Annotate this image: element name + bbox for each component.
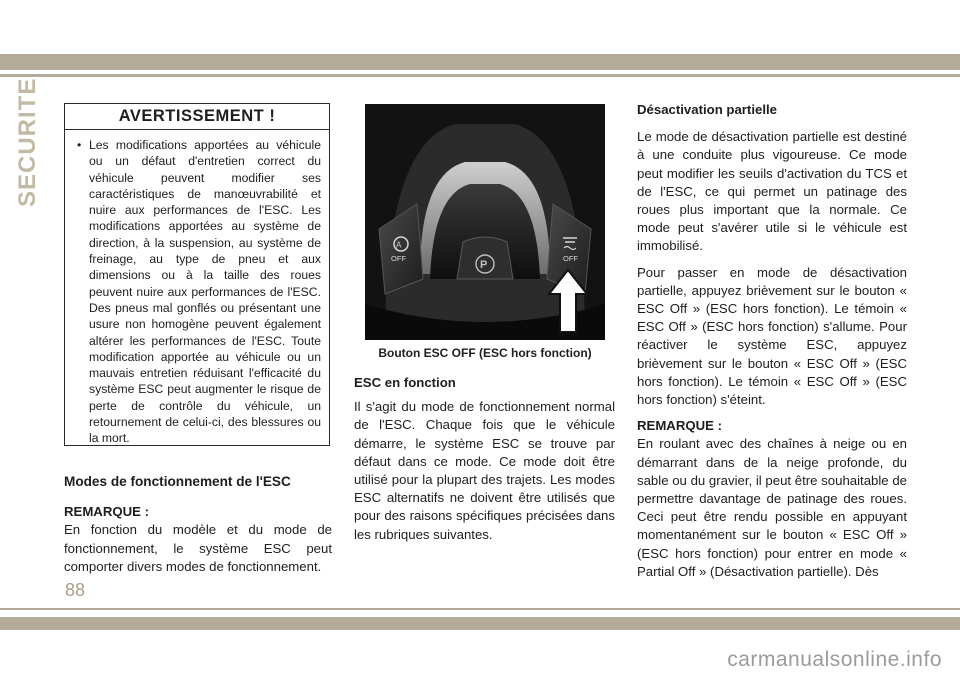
watermark: carmanualsonline.info [727, 648, 942, 671]
modes-heading: Modes de fonctionnement de l'ESC [64, 474, 291, 489]
note-label: REMARQUE : [64, 504, 149, 520]
partial-off-heading: Désactivation partielle [637, 102, 777, 117]
warning-body [65, 130, 329, 447]
header-band [0, 0, 960, 54]
esc-button-photo [365, 104, 605, 340]
middle-column [354, 374, 615, 544]
footer-rule [0, 608, 960, 610]
page-number: 88 [65, 580, 86, 600]
warning-title: AVERTISSEMENT ! [65, 104, 329, 130]
figure-caption: Bouton ESC OFF (ESC hors fonction) [378, 346, 592, 360]
console-illustration [365, 104, 605, 340]
warning-box [64, 103, 330, 446]
svg-text:P: P [480, 259, 488, 271]
partial-off-p2: Pour passer en mode de désactivation partielle, appuyez brièvement sur le bouton « ESC Off » (ESC hors fonction). Le témoin « ESC Off » (ESC hors fonction) s'allume. Pour réactiver le système ESC, appuyez brièvement sur le bouton « ESC Off » (ESC hors fonction). Le témoin « ESC Off » (ESC hors fonction) s'éteint. [637, 264, 907, 408]
header-rule [0, 74, 960, 77]
section-label: SECURITE [14, 77, 41, 207]
footer-bar [0, 617, 960, 630]
svg-text:A: A [396, 240, 402, 250]
warning-item [77, 137, 321, 447]
note-text: En fonction du modèle et du mode de fonctionnement, le système ESC peut comporter divers modes de fonctionnement. [64, 522, 332, 574]
esc-on-heading: ESC en fonction [354, 375, 456, 390]
warning-item-text: Les modifications apportées au véhicule ou un défaut d'entretien correct du véhicule peuvent modifier ses caractéristiques de manœuvrabilité et nuire aux performances de l'ESC. Les modifications apportées au système de direction, à la suspension, au système de freinage, au type de pneu et aux dimensions ou à la taille des roues peuvent nuire aux performances de l'ESC. Des pneus mal gonflés ou présentant une usure non homogène peuvent également altérer les performances de l'ESC. Toute modification apportée au véhicule ou un mauvais entretien réduisant l'efficacité du système ESC peut augmenter le risque de perte de contrôle du véhicule, un retournement de celui-ci, des blessures ou la mort. [89, 138, 321, 446]
left-button-label: OFF [391, 254, 406, 263]
note-text-right: En roulant avec des chaînes à neige ou en démarrant dans de la neige profonde, du sable ou du gravier, il peut être souhaitable de permettre davantage de patinage des roues. Ceci peut être rendu possible en appuyant momentanément sur le bouton « ESC Off » (ESC hors fonction) pour entrer en mode « Partial Off » (Désactivation partielle). Dès [637, 436, 907, 579]
right-button-label: OFF [563, 254, 578, 263]
header-bar [0, 54, 960, 70]
esc-on-text: Il s'agit du mode de fonctionnement normal de l'ESC. Chaque fois que le véhicule démarre, le système ESC se trouve par défaut dans ce mode. Ce mode doit être utilisé pour la plupart des trajets. Les modes ESC alternatifs ne doivent être utilisés que pour des raisons spécifiques précisées dans les rubriques suivantes. [354, 399, 615, 542]
right-column [637, 101, 907, 581]
bullet-icon: • [77, 138, 82, 152]
parking-brake-switch [457, 237, 513, 279]
note-label-right: REMARQUE : [637, 418, 722, 434]
partial-off-p1: Le mode de désactivation partielle est destiné à une conduite plus vigoureuse. Ce mode peut modifier les seuils d'activation du TCS et de l'ESC, ce qui permet un patinage des roues plus important que la normale. Ce mode peut s'avérer utile si le véhicule est immobilisé. [637, 129, 907, 254]
left-column [64, 473, 332, 576]
